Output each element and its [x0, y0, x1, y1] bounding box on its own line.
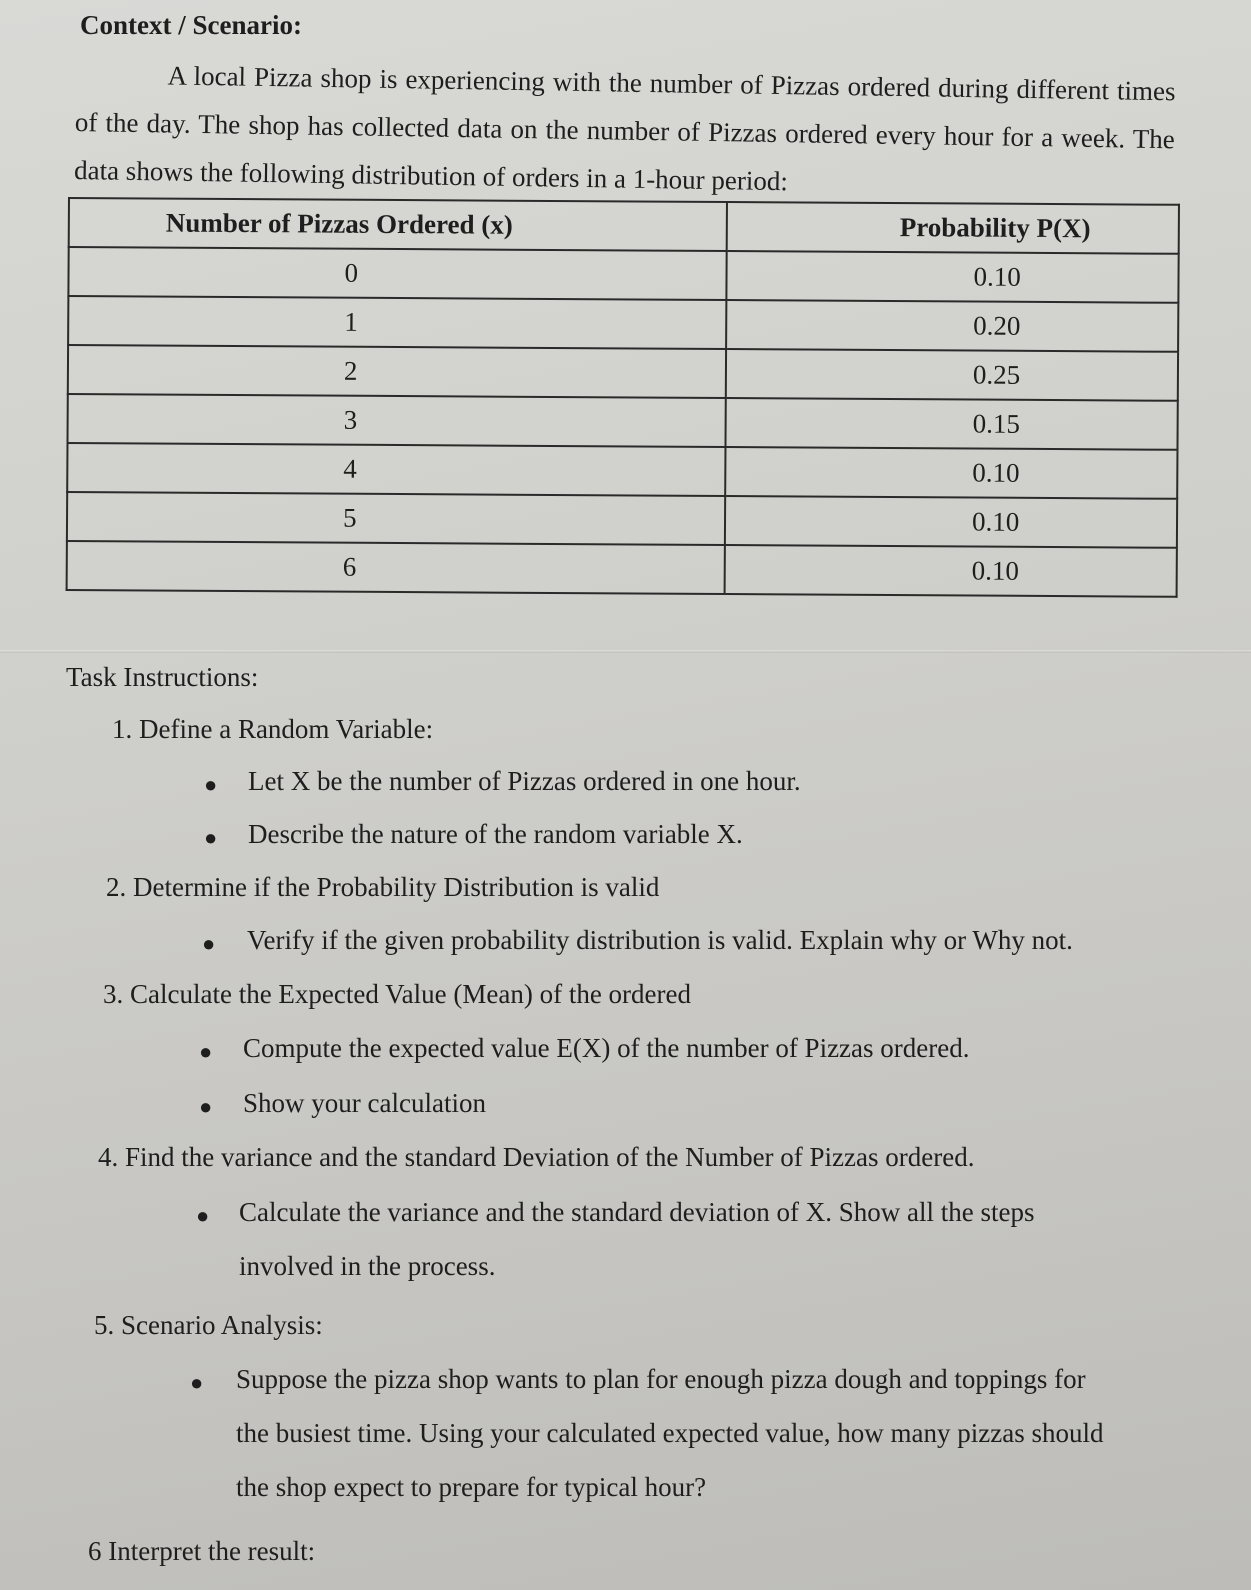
- cell-probability: 0.15: [725, 398, 1177, 450]
- scenario-paragraph: A local Pizza shop is experiencing with the number of Pizzas ordered during different times of the day. The shop has collected data on the number of Pizzas ordered every hour for a week. The data shows the following distribution of orders in a 1-hour period:: [73, 60, 1176, 197]
- task-4-bullet-1-line-1: Calculate the variance and the standard deviation of X. Show all the steps: [239, 1197, 1035, 1227]
- cell-probability: 0.10: [725, 545, 1177, 597]
- task-1-bullet-2: Describe the nature of the random variable X.: [248, 819, 743, 849]
- table-row: [67, 492, 1177, 548]
- task-5-title: 5. Scenario Analysis:: [94, 1310, 323, 1340]
- task-4-bullet-1-line-2: involved in the process.: [239, 1251, 496, 1281]
- task-instructions-title: Task Instructions:: [66, 662, 259, 692]
- scenario-heading: Context / Scenario:: [80, 10, 302, 40]
- cell-x: 2: [68, 345, 726, 398]
- bullet-icon: ●: [190, 1370, 204, 1395]
- cell-probability: 0.25: [726, 349, 1178, 401]
- task-3-bullet-1: Compute the expected value E(X) of the number of Pizzas ordered.: [243, 1033, 970, 1063]
- task-5-bullet-1-line-2: the busiest time. Using your calculated expected value, how many pizzas should: [236, 1418, 1104, 1448]
- cell-x: 4: [67, 443, 725, 496]
- bullet-icon: ●: [204, 772, 218, 797]
- cell-x: 0: [68, 247, 726, 300]
- table-row: [68, 247, 1178, 303]
- task-1-title: 1. Define a Random Variable:: [112, 714, 434, 744]
- header-pizzas-ordered: Number of Pizzas Ordered (x): [69, 198, 727, 251]
- distribution-table: [66, 197, 1180, 598]
- bullet-icon: ●: [196, 1203, 210, 1228]
- header-probability: Probability P(X): [727, 202, 1179, 254]
- table-row: [67, 394, 1177, 450]
- task-2-title: 2. Determine if the Probability Distribution is valid: [106, 872, 660, 902]
- cell-x: 5: [67, 492, 725, 545]
- cell-probability: 0.20: [726, 300, 1178, 352]
- bullet-icon: ●: [199, 1039, 213, 1064]
- paper-fold: [0, 650, 1251, 653]
- table-row: [68, 345, 1178, 401]
- task-3-bullet-2: Show your calculation: [243, 1088, 486, 1118]
- cell-probability: 0.10: [725, 496, 1177, 548]
- task-1-bullet-1: Let X be the number of Pizzas ordered in one hour.: [248, 766, 801, 796]
- task-4-title: 4. Find the variance and the standard Deviation of the Number of Pizzas ordered.: [98, 1142, 975, 1172]
- cell-x: 3: [67, 394, 725, 447]
- bullet-icon: ●: [204, 825, 218, 850]
- task-5-bullet-1-line-1: Suppose the pizza shop wants to plan for enough pizza dough and toppings for: [236, 1364, 1086, 1394]
- table-header-row: [69, 198, 1179, 254]
- table-row: [67, 443, 1177, 499]
- cell-x: 1: [68, 296, 726, 349]
- distribution-table-wrapper: [66, 197, 1180, 598]
- table-row: [68, 296, 1178, 352]
- cell-probability: 0.10: [726, 251, 1178, 303]
- task-5-bullet-1-line-3: the shop expect to prepare for typical hour?: [236, 1472, 707, 1502]
- table-row: [67, 541, 1177, 597]
- task-3-title: 3. Calculate the Expected Value (Mean) of the ordered: [103, 979, 692, 1009]
- cell-x: 6: [67, 541, 725, 594]
- bullet-icon: ●: [202, 931, 216, 956]
- bullet-icon: ●: [199, 1094, 213, 1119]
- cell-probability: 0.10: [725, 447, 1177, 499]
- task-2-bullet-1: Verify if the given probability distribution is valid. Explain why or Why not.: [247, 925, 1073, 955]
- task-6-title: 6 Interpret the result:: [88, 1536, 316, 1566]
